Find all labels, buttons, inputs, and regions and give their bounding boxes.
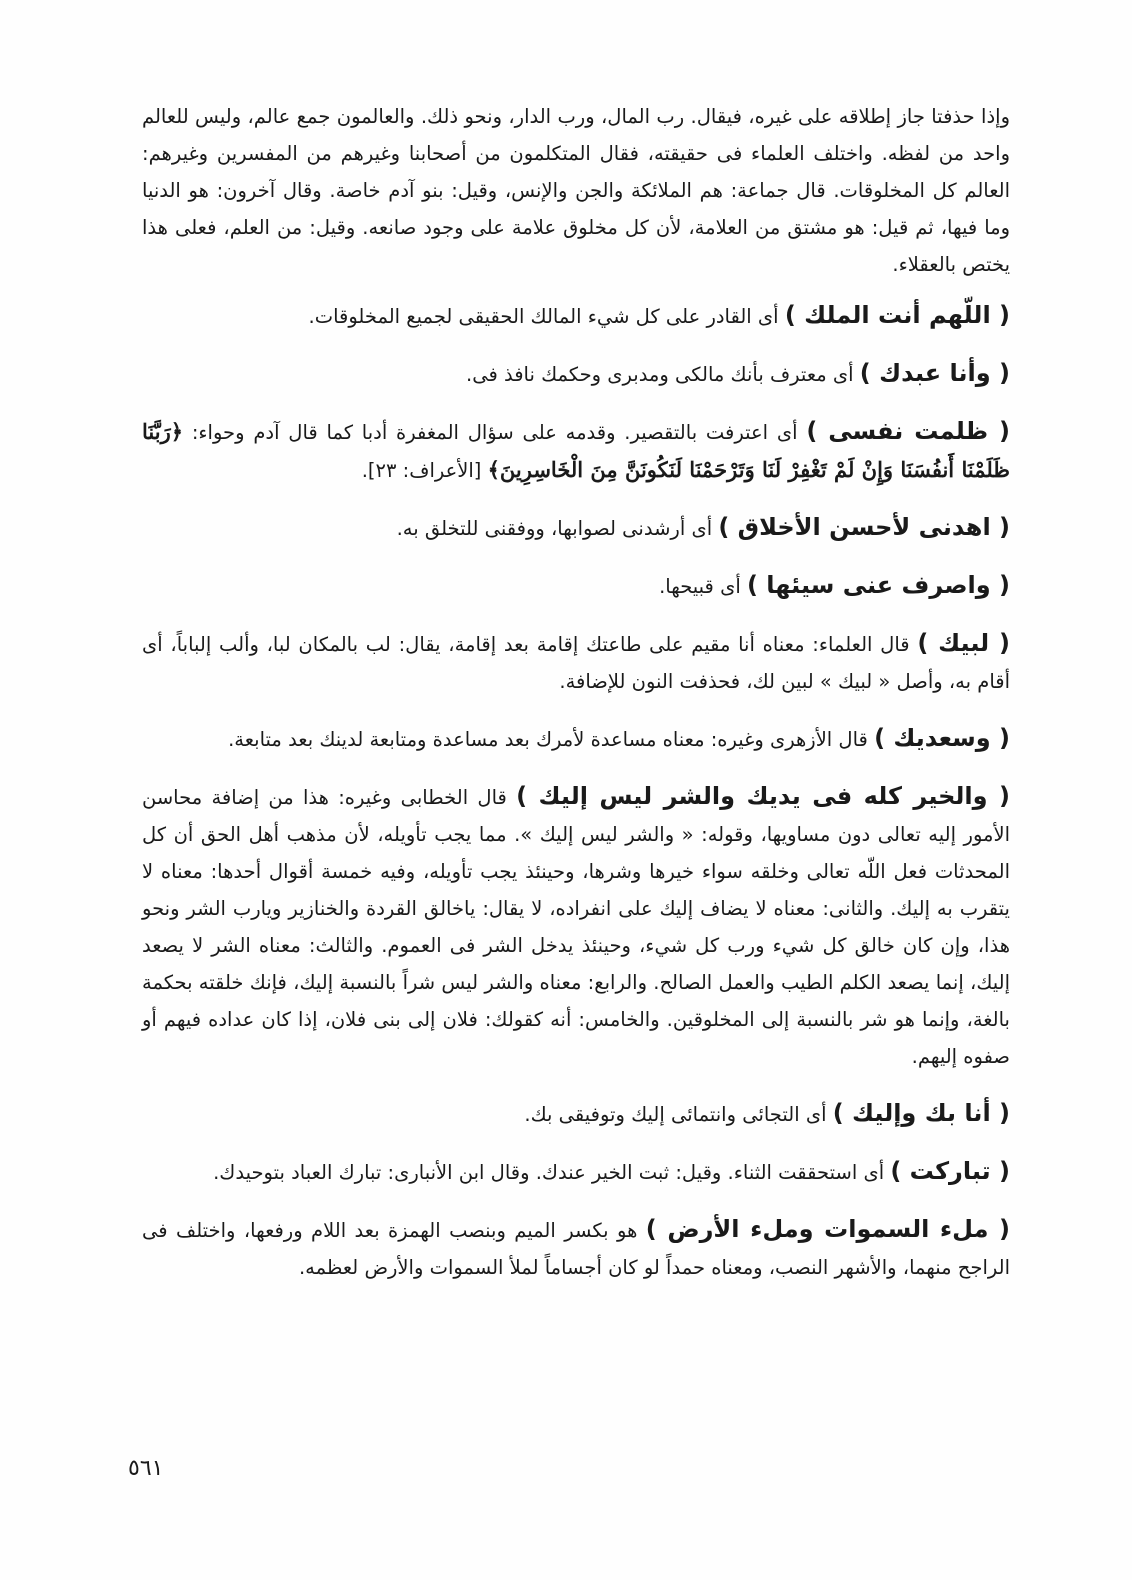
entry-explanation: أى التجائى وانتمائى إليك وتوفيقى بك. (524, 1103, 833, 1126)
entry-labbayk (142, 625, 1010, 700)
entry-term: ( وأنا عبدك ) (859, 359, 1010, 387)
entry-allahumma-anta-al-malik (142, 297, 1010, 335)
entry-term: ( ظلمت نفسى ) (806, 417, 1011, 445)
paragraph-text: وإذا حذفتا جاز إطلاقه على غيره، فيقال. رب المال، ورب الدار، ونحو ذلك. والعالمون جمع عالم، وليس للعالم واحد من لفظه. واختلف العلماء فى حقيقته، فقال المتكلمون من أصحابنا وغيرهم من المفسرين وغيرهم: العالم كل المخلوقات. قال جماعة: هم الملائكة والجن والإنس، وقيل: بنو آدم خاصة. وقال آخرون: هو الدنيا وما فيها، ثم قيل: هو مشتق من العلامة، لأن كل مخلوق علامة على وجود صانعه. وقيل: من العلم، فعلى هذا يختص بالعقلاء. (142, 105, 1010, 276)
entry-term: ( لبيك ) (917, 629, 1010, 657)
entry-explanation: قال العلماء: معناه أنا مقيم على طاعتك إقامة بعد إقامة، يقال: لب بالمكان لبا، وألب إلباباً، أى أقام به، وأصل « لبيك » لبين لك، فحذفت النون للإضافة. (142, 633, 1010, 693)
entry-explanation: قال الخطابى وغيره: هذا من إضافة محاسن الأمور إليه تعالى دون مساويها، وقوله: « والشر ليس إليك ». مما يجب تأويله، لأن مذهب أهل الحق أن كل المحدثات فعل اللّه تعالى وخلقه سواء خيرها وشرها، وحينئذ يجب تأويله، وفيه خمسة أقوال أحدها: معناه لا يتقرب به إليك. والثانى: معناه لا يضاف إليك على انفراده، لا يقال: ياخالق القردة والخنازير ويارب الشر ونحو هذا، وإن كان خالق كل شيء ورب كل شيء، وحينئذ يدخل الشر فى العموم. والثالث: معناه الشر لا يصعد إليك، إنما يصعد الكلم الطيب والعمل الصالح. والرابع: معناه والشر ليس شراً بالنسبة إليك، فإنك خلقته بحكمة بالغة، وإنما هو شر بالنسبة إلى المخلوقين. والخامس: أنه كقولك: فلان إلى بنى فلان، إذا كان عداده فيهم أو صفوه إليهم. (142, 786, 1010, 1068)
entry-wasrif-anni (142, 567, 1010, 605)
entry-zalamtu-nafsi (142, 413, 1010, 489)
entry-explanation: أى أرشدنى لصوابها، ووفقنى للتخلق به. (396, 517, 719, 540)
entry-term: ( اللّهم أنت الملك ) (784, 301, 1010, 329)
entry-tabarakta (142, 1153, 1010, 1191)
entry-term: ( والخير كله فى يديك والشر ليس إليك ) (516, 782, 1010, 810)
entry-ihdini (142, 509, 1010, 547)
entry-wa-ana-abduka (142, 355, 1010, 393)
entry-explanation: أى استحققت الثناء. وقيل: ثبت الخير عندك. وقال ابن الأنبارى: تبارك العباد بتوحيدك. (213, 1161, 891, 1184)
page-number: ٥٦١ (128, 1456, 164, 1481)
entry-explanation: أى اعترفت بالتقصير. وقدمه على سؤال المغفرة أدبا كما قال آدم وحواء: (183, 421, 807, 444)
verse-reference: [الأعراف: ٢٣]. (361, 459, 488, 482)
entry-explanation: أى معترف بأنك مالكى ومدبرى وحكمك نافذ فى. (466, 363, 860, 386)
entry-term: ( تباركت ) (890, 1157, 1010, 1185)
entry-explanation: أى القادر على كل شيء المالك الحقيقى لجميع المخلوقات. (308, 305, 785, 328)
intro-paragraph (142, 98, 1010, 283)
entry-ana-bika (142, 1095, 1010, 1133)
entry-term: ( اهدنى لأحسن الأخلاق ) (718, 513, 1010, 541)
entry-term: ( واصرف عنى سيئها ) (746, 571, 1010, 599)
quran-verse: ﴿رَبَّنَا ظَلَمْنَا أَنفُسَنَا وَإِنْ لَمْ تَغْفِرْ لَنَا وَتَرْحَمْنَا لَنَكُونَنَّ مِنَ الْخَاسِرِينَ﴾ (142, 419, 1010, 482)
text-column (142, 98, 1010, 1306)
entry-wal-khayr (142, 778, 1010, 1075)
entry-wa-sadayk (142, 720, 1010, 758)
entry-term: ( ملء السموات وملء الأرض ) (645, 1215, 1011, 1243)
entry-term: ( وسعديك ) (874, 724, 1010, 752)
entry-mil-as-samawat (142, 1211, 1010, 1286)
entry-term: ( أنا بك وإليك ) (832, 1099, 1010, 1127)
entry-explanation: أى قبيحها. (659, 575, 747, 598)
entry-explanation: قال الأزهرى وغيره: معناه مساعدة لأمرك بعد مساعدة ومتابعة لدينك بعد متابعة. (228, 728, 875, 751)
entry-explanation: هو بكسر الميم وبنصب الهمزة بعد اللام ورفعها، واختلف فى الراجح منهما، والأشهر النصب، ومعناه حمداً لو كان أجساماً لملأ السموات والأرض لعظمه. (142, 1219, 1010, 1279)
